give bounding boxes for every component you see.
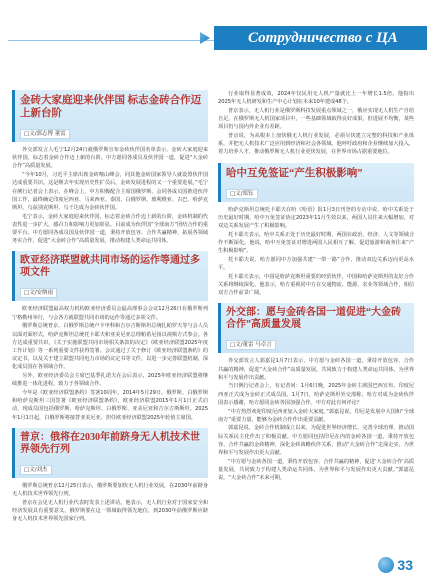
page-number: 33 (397, 557, 413, 573)
article-paragraph: 俄罗斯总统普京、白俄罗斯总统卢卡申科和吉尔吉斯斯坦总统扎帕罗夫等与会人员以面对面形式，哈萨克斯坦总统托卡耶夫和亚美尼亚总理帕希尼扬以视频方式参会。各方达成重要共识，《关于实施联盟共同市场相关条款的决定》《欧亚经济联盟2025年度工作计划》等一系列重要文件获得签署。会议通过了关于修订《欧亚经济联盟条约》的议定书，以及关于建立联盟共同电力市场的议定书等文件，以进一步完善联盟机制，深化成员国在各领域合作。 (12, 323, 208, 371)
article-putin-drones-continued (218, 90, 414, 157)
article-paragraph: 普京表示，无人机行业是俄罗斯科技发展重点领域之一，俄应实现无人机生产自给自足。在俄罗斯无人机国家项目中，一些基础领域取得良好成果，但进展不均衡，某些项目仍与国内外企业有差距。 (218, 107, 414, 131)
article-paragraph: 另外，欧亚经济委员会主席巴基季扎诺夫在会后表示，2025年欧亚经济联盟将继续推进一体化进程，致力于各领域合作。 (12, 373, 208, 388)
article-paragraph: 外交部发言人毛宁12月24日就俄罗斯宣布金砖伙伴国名单表示，金砖大家庭迎来伙伴国，标志着金砖合作迈上新的台阶。中方愿同各成员及伙伴国一道，促进“大金砖合作”高质量发展。 (12, 147, 208, 170)
article-paragraph: 托卡耶夫表示，哈中关系正处于历史最好时期，两国在政治、经济、人文等领域合作不断深化。他说，哈中互免签证对增进两国人民相互了解、促进旅游和商务往来“产生积极影响”。 (218, 231, 414, 255)
article-paragraph: 郭嘉昆说，金砖合作机制成立以来，为促进世界经济增长、完善全球治理、推动国际关系民主化作出了积极贡献。中方愿同包括印尼在内的金砖各国一道，秉持开放包容、合作共赢的金砖精神，深化金砖战略伙伴关系，推动“大金砖合作”走深走实，为世界和平与发展作出更大贡献。 (218, 425, 414, 457)
article-paragraph: 普京说，为从根本上加快俄无人机行业发展，必须尽快建立完整的科技和产业体系，并把无人机技术广泛应用到经济和社会各领域。他呼吁政府和企业继续加大投入，着力培养人才，推动俄罗斯无人机行业更快发展，在世界市场占据重要地位。 (218, 133, 414, 156)
article-title: 哈中互免签证“产生积极影响” (226, 167, 363, 179)
article-paragraph: “今年10月，习近平主席出席金砖喀山峰会，同其他金砖国家领导人就设置伙伴国达成重要共识。这是继去年实现历史性扩员后，金砖发展进程的又一个重要进展。”毛宁在例行记者会上表示，在峰会上，中方积极配合主席国俄罗斯，会同各成员国推进伙伴国工作，最终确定印度尼西亚、马来西亚、泰国、白俄罗斯、玻利维亚、古巴、哈萨克斯坦、乌兹别克斯坦、乌干达成为金砖伙伴国。 (12, 172, 208, 211)
article-paragraph: 托卡耶夫表示，中国是哈萨克斯坦重要的经贸伙伴，中国和哈萨克斯坦的友好合作关系将继续深化。他表示，哈方重视同中方在交通物流、能源、农业等领域合作，相信双方合作前景广阔。 (218, 273, 414, 297)
article-paragraph: 欧亚经济联盟最高权力机构欧亚经济委员会最高理事会会议12月26日在俄罗斯列宁格勒州举行，与会各方就联盟共同市场的运作等通过多项文件。 (12, 306, 208, 321)
article-kz-cn-visa (218, 163, 414, 298)
article-header (218, 303, 414, 353)
article-paragraph: “中方热烈欢迎印度尼西亚加入金砖大家庭。”郭嘉昆说，印尼是发展中大国和“全球南方”重要力量，能够为金砖合作作出重要贡献。 (218, 408, 414, 423)
article-title: 外交部：愿与金砖各国一道促进“大金砖合作”高质量发展 (226, 307, 401, 331)
article-paragraph: 俄罗斯总统普京12月25日表示，俄罗斯要加快无人机行业发展，在2030年前跻身无人机技术世界领先行列。 (12, 482, 208, 497)
page-header (0, 0, 427, 66)
article-byline: □文/董雷 马卓言 (226, 340, 276, 350)
article-byline: □文/安纳雨 (20, 288, 57, 298)
article-header (12, 251, 208, 301)
article-paragraph: 普京在会见无人机行业代表时发表上述讲话。他表示，无人机行业对于国家安全和经济发展具有重要意义，俄罗斯要在这一领域取得领先地位，到2030年前俄罗斯应跻身无人机技术世界领先国家行列。 (12, 499, 208, 523)
article-mfa-brics (218, 303, 414, 482)
article-paragraph: 外交部发言人郭嘉昆1月7日表示，中方愿与金砖各国一道，秉持开放包容、合作共赢的精神，促进“大金砖合作”高质量发展，共同致力于构建人类命运共同体，为世界和平与发展作出贡献。 (218, 358, 414, 381)
article-title: 普京：俄将在2030年前跻身无人机技术世界领先行列 (20, 431, 200, 455)
article-byline: □文/郭志博 董雷 (20, 129, 70, 139)
article-title: 欧亚经济联盟就共同市场的运作等通过多项文件 (20, 255, 200, 279)
article-paragraph: 哈萨克斯坦总统托卡耶夫在哈《哈语》报1月3日刊登的专访中说，哈中关系处于历史最好时期。哈中互免签证协定2023年11月生效以来，两国人员往来大幅增加，对双边关系发展产生了积极影响。 (218, 206, 414, 230)
left-column (12, 90, 208, 529)
article-paragraph: 当日例行记者会上，有记者问：1月6日晚，2025年金砖主席国巴西宣布，印度尼西亚正式成为金砖正式成员国。1月7日，哈萨克斯坦外交部称，哈方对成为金砖伙伴国表示感谢，哈方愿同金砖各国加强合作。中方对此有何评论？ (218, 383, 414, 406)
article-paragraph: 今年是《欧亚经济联盟条约》签署10周年。2014年5月29日，俄罗斯、白俄罗斯和哈萨克斯坦三国签署《欧亚经济联盟条约》，欧亚经济联盟2015年1月1日正式启动，现成员国包括俄罗斯、哈萨克斯坦、白俄罗斯、亚美尼亚和吉尔吉斯斯坦。2025年1月1日起，白俄罗斯将接替亚美尼亚，担任欧亚经济联盟2025年轮值主席国。 (12, 389, 208, 421)
article-eaeu (12, 251, 208, 421)
article-header (12, 428, 208, 478)
article-header (12, 90, 208, 142)
page-number-circle-icon (378, 557, 394, 573)
article-paragraph: 行业取得显著成效，2024年仅民用无人机产量就比上一年增长1.5倍。他指出2025年无人机研发和生产中心计划在未来10年建成48个。 (218, 91, 414, 106)
article-header (218, 163, 414, 202)
article-byline: □文/刘杰 (20, 465, 52, 475)
section-title: Сотрудничество с ЦА (214, 26, 427, 50)
article-paragraph: 托卡耶夫说，哈方愿同中方加强共建“一带一路”合作，推动双边关系迈向更高水平。 (218, 256, 414, 272)
article-byline: □文/郑钰 (226, 189, 258, 199)
page-footer (378, 557, 413, 573)
article-putin-drones (12, 428, 208, 524)
article-brics-partners (12, 90, 208, 245)
right-column (218, 90, 414, 488)
header-arrow-decoration (200, 32, 210, 44)
article-title: 金砖大家庭迎来伙伴国 标志金砖合作迈上新台阶 (20, 95, 202, 119)
article-paragraph: “中方愿与金砖各国一道，秉持开放包容、合作共赢的精神，促进‘大金砖合作’高质量发展，共同致力于构建人类命运共同体，为世界和平与发展作出更大贡献。”郭嘉昆说，“大金砖合作”未来可期。 (218, 458, 414, 482)
article-paragraph: 毛宁表示，金砖大家庭迎来伙伴国，标志着金砖合作迈上新的台阶，金砖机制的代表性进一步扩大，感召力和影响力更加彰显。目前成为伙伴国“全球南方”团结合作的重要平台。中方愿同各成员国及伙伴国一道，秉持开放包容、合作共赢精神，拓展各领域务实合作，促进“大金砖合作”高质量发展，推动构建人类命运共同体。 (12, 213, 208, 245)
header-rule (8, 40, 214, 41)
